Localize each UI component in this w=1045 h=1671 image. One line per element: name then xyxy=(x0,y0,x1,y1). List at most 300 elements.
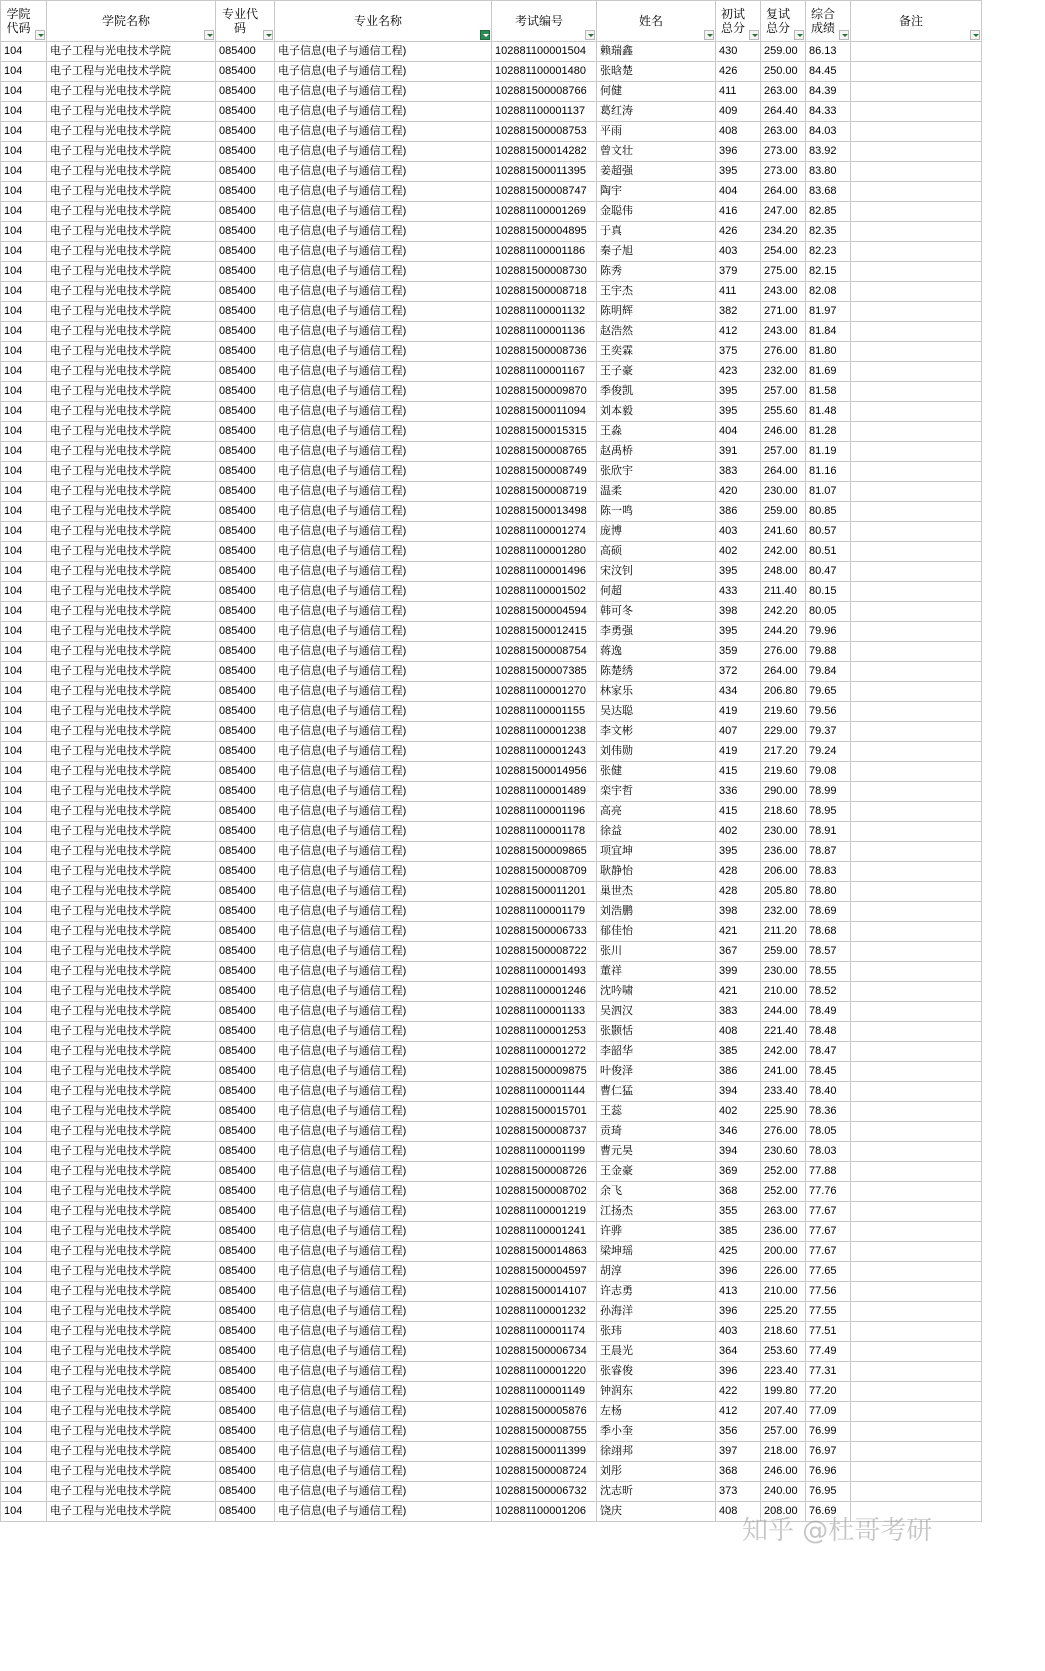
cell-college-name[interactable]: 电子工程与光电技术学院 xyxy=(47,1022,216,1042)
cell-major-code[interactable]: 085400 xyxy=(216,1422,275,1442)
cell-total-score[interactable]: 78.91 xyxy=(806,822,851,842)
cell-college-code[interactable]: 104 xyxy=(1,262,47,282)
cell-college-name[interactable]: 电子工程与光电技术学院 xyxy=(47,1502,216,1522)
cell-name[interactable]: 郁佳怡 xyxy=(597,922,716,942)
cell-remark[interactable] xyxy=(851,62,982,82)
cell-college-name[interactable]: 电子工程与光电技术学院 xyxy=(47,1242,216,1262)
cell-exam-id[interactable]: 102881100001493 xyxy=(492,962,597,982)
cell-initial-score[interactable]: 408 xyxy=(716,122,761,142)
cell-name[interactable]: 王淼 xyxy=(597,422,716,442)
cell-retest-score[interactable]: 254.00 xyxy=(761,242,806,262)
cell-remark[interactable] xyxy=(851,462,982,482)
cell-total-score[interactable]: 78.36 xyxy=(806,1102,851,1122)
cell-college-name[interactable]: 电子工程与光电技术学院 xyxy=(47,1082,216,1102)
cell-retest-score[interactable]: 263.00 xyxy=(761,82,806,102)
cell-remark[interactable] xyxy=(851,682,982,702)
cell-name[interactable]: 高亮 xyxy=(597,802,716,822)
cell-major-code[interactable]: 085400 xyxy=(216,562,275,582)
cell-exam-id[interactable]: 102881100001219 xyxy=(492,1202,597,1222)
cell-initial-score[interactable]: 396 xyxy=(716,1302,761,1322)
filter-dropdown-icon[interactable] xyxy=(704,30,714,40)
cell-major-code[interactable]: 085400 xyxy=(216,622,275,642)
cell-remark[interactable] xyxy=(851,762,982,782)
cell-college-code[interactable]: 104 xyxy=(1,802,47,822)
cell-major-code[interactable]: 085400 xyxy=(216,602,275,622)
cell-retest-score[interactable]: 218.60 xyxy=(761,802,806,822)
cell-remark[interactable] xyxy=(851,1422,982,1442)
cell-retest-score[interactable]: 210.00 xyxy=(761,1282,806,1302)
cell-college-code[interactable]: 104 xyxy=(1,1262,47,1282)
cell-major-code[interactable]: 085400 xyxy=(216,1182,275,1202)
cell-total-score[interactable]: 84.33 xyxy=(806,102,851,122)
cell-retest-score[interactable]: 259.00 xyxy=(761,42,806,62)
cell-college-name[interactable]: 电子工程与光电技术学院 xyxy=(47,42,216,62)
cell-initial-score[interactable]: 403 xyxy=(716,242,761,262)
cell-name[interactable]: 吴达聪 xyxy=(597,702,716,722)
cell-name[interactable]: 陈秀 xyxy=(597,262,716,282)
cell-exam-id[interactable]: 102881500008719 xyxy=(492,482,597,502)
cell-major-name[interactable]: 电子信息(电子与通信工程) xyxy=(275,302,492,322)
cell-name[interactable]: 梁坤瑶 xyxy=(597,1242,716,1262)
cell-college-code[interactable]: 104 xyxy=(1,442,47,462)
cell-total-score[interactable]: 77.67 xyxy=(806,1222,851,1242)
cell-remark[interactable] xyxy=(851,1262,982,1282)
cell-total-score[interactable]: 79.37 xyxy=(806,722,851,742)
cell-remark[interactable] xyxy=(851,1042,982,1062)
cell-exam-id[interactable]: 102881500008755 xyxy=(492,1422,597,1442)
cell-total-score[interactable]: 77.76 xyxy=(806,1182,851,1202)
cell-major-name[interactable]: 电子信息(电子与通信工程) xyxy=(275,1262,492,1282)
cell-college-name[interactable]: 电子工程与光电技术学院 xyxy=(47,362,216,382)
cell-exam-id[interactable]: 102881100001133 xyxy=(492,1002,597,1022)
cell-major-code[interactable]: 085400 xyxy=(216,962,275,982)
cell-major-name[interactable]: 电子信息(电子与通信工程) xyxy=(275,42,492,62)
cell-initial-score[interactable]: 402 xyxy=(716,1102,761,1122)
cell-major-code[interactable]: 085400 xyxy=(216,482,275,502)
cell-major-name[interactable]: 电子信息(电子与通信工程) xyxy=(275,1382,492,1402)
cell-major-name[interactable]: 电子信息(电子与通信工程) xyxy=(275,82,492,102)
cell-retest-score[interactable]: 230.60 xyxy=(761,1142,806,1162)
cell-major-name[interactable]: 电子信息(电子与通信工程) xyxy=(275,322,492,342)
cell-remark[interactable] xyxy=(851,102,982,122)
cell-major-name[interactable]: 电子信息(电子与通信工程) xyxy=(275,562,492,582)
cell-retest-score[interactable]: 276.00 xyxy=(761,1122,806,1142)
cell-initial-score[interactable]: 434 xyxy=(716,682,761,702)
cell-exam-id[interactable]: 102881500011201 xyxy=(492,882,597,902)
cell-total-score[interactable]: 78.48 xyxy=(806,1022,851,1042)
cell-major-name[interactable]: 电子信息(电子与通信工程) xyxy=(275,802,492,822)
cell-initial-score[interactable]: 397 xyxy=(716,1442,761,1462)
cell-major-code[interactable]: 085400 xyxy=(216,642,275,662)
cell-exam-id[interactable]: 102881500008766 xyxy=(492,82,597,102)
cell-major-name[interactable]: 电子信息(电子与通信工程) xyxy=(275,242,492,262)
cell-retest-score[interactable]: 247.00 xyxy=(761,202,806,222)
cell-major-name[interactable]: 电子信息(电子与通信工程) xyxy=(275,862,492,882)
cell-total-score[interactable]: 82.85 xyxy=(806,202,851,222)
cell-major-name[interactable]: 电子信息(电子与通信工程) xyxy=(275,1442,492,1462)
cell-name[interactable]: 叶俊泽 xyxy=(597,1062,716,1082)
cell-remark[interactable] xyxy=(851,1142,982,1162)
cell-college-code[interactable]: 104 xyxy=(1,742,47,762)
cell-major-name[interactable]: 电子信息(电子与通信工程) xyxy=(275,522,492,542)
cell-name[interactable]: 左杨 xyxy=(597,1402,716,1422)
cell-major-code[interactable]: 085400 xyxy=(216,322,275,342)
cell-initial-score[interactable]: 419 xyxy=(716,742,761,762)
cell-college-code[interactable]: 104 xyxy=(1,1082,47,1102)
cell-major-name[interactable]: 电子信息(电子与通信工程) xyxy=(275,702,492,722)
cell-name[interactable]: 何健 xyxy=(597,82,716,102)
cell-name[interactable]: 栾宇哲 xyxy=(597,782,716,802)
cell-total-score[interactable]: 81.69 xyxy=(806,362,851,382)
cell-college-code[interactable]: 104 xyxy=(1,1242,47,1262)
cell-major-name[interactable]: 电子信息(电子与通信工程) xyxy=(275,542,492,562)
cell-major-name[interactable]: 电子信息(电子与通信工程) xyxy=(275,1182,492,1202)
cell-college-name[interactable]: 电子工程与光电技术学院 xyxy=(47,682,216,702)
cell-major-name[interactable]: 电子信息(电子与通信工程) xyxy=(275,1122,492,1142)
cell-college-name[interactable]: 电子工程与光电技术学院 xyxy=(47,1122,216,1142)
cell-name[interactable]: 高硕 xyxy=(597,542,716,562)
cell-college-name[interactable]: 电子工程与光电技术学院 xyxy=(47,822,216,842)
cell-retest-score[interactable]: 250.00 xyxy=(761,62,806,82)
cell-college-name[interactable]: 电子工程与光电技术学院 xyxy=(47,242,216,262)
cell-major-code[interactable]: 085400 xyxy=(216,922,275,942)
cell-major-name[interactable]: 电子信息(电子与通信工程) xyxy=(275,122,492,142)
cell-initial-score[interactable]: 402 xyxy=(716,822,761,842)
cell-retest-score[interactable]: 264.00 xyxy=(761,462,806,482)
cell-major-name[interactable]: 电子信息(电子与通信工程) xyxy=(275,1302,492,1322)
cell-exam-id[interactable]: 102881500008747 xyxy=(492,182,597,202)
cell-total-score[interactable]: 81.19 xyxy=(806,442,851,462)
cell-college-name[interactable]: 电子工程与光电技术学院 xyxy=(47,1462,216,1482)
cell-initial-score[interactable]: 383 xyxy=(716,462,761,482)
cell-initial-score[interactable]: 402 xyxy=(716,542,761,562)
cell-initial-score[interactable]: 394 xyxy=(716,1142,761,1162)
cell-name[interactable]: 李韶华 xyxy=(597,1042,716,1062)
cell-college-code[interactable]: 104 xyxy=(1,762,47,782)
cell-major-code[interactable]: 085400 xyxy=(216,822,275,842)
cell-name[interactable]: 张欣宇 xyxy=(597,462,716,482)
cell-remark[interactable] xyxy=(851,82,982,102)
cell-retest-score[interactable]: 244.00 xyxy=(761,1002,806,1022)
cell-college-name[interactable]: 电子工程与光电技术学院 xyxy=(47,1042,216,1062)
cell-initial-score[interactable]: 369 xyxy=(716,1162,761,1182)
cell-retest-score[interactable]: 232.00 xyxy=(761,902,806,922)
cell-major-name[interactable]: 电子信息(电子与通信工程) xyxy=(275,762,492,782)
cell-college-code[interactable]: 104 xyxy=(1,342,47,362)
cell-remark[interactable] xyxy=(851,142,982,162)
cell-name[interactable]: 张颢恬 xyxy=(597,1022,716,1042)
cell-exam-id[interactable]: 102881500011395 xyxy=(492,162,597,182)
cell-total-score[interactable]: 79.88 xyxy=(806,642,851,662)
cell-college-name[interactable]: 电子工程与光电技术学院 xyxy=(47,402,216,422)
cell-retest-score[interactable]: 273.00 xyxy=(761,162,806,182)
cell-college-name[interactable]: 电子工程与光电技术学院 xyxy=(47,102,216,122)
cell-retest-score[interactable]: 200.00 xyxy=(761,1242,806,1262)
cell-remark[interactable] xyxy=(851,1242,982,1262)
cell-name[interactable]: 赵浩然 xyxy=(597,322,716,342)
cell-college-code[interactable]: 104 xyxy=(1,242,47,262)
cell-exam-id[interactable]: 102881100001167 xyxy=(492,362,597,382)
cell-name[interactable]: 张健 xyxy=(597,762,716,782)
cell-exam-id[interactable]: 102881500014863 xyxy=(492,1242,597,1262)
cell-name[interactable]: 季小奎 xyxy=(597,1422,716,1442)
cell-retest-score[interactable]: 263.00 xyxy=(761,122,806,142)
cell-name[interactable]: 巢世杰 xyxy=(597,882,716,902)
cell-retest-score[interactable]: 240.00 xyxy=(761,1482,806,1502)
cell-initial-score[interactable]: 336 xyxy=(716,782,761,802)
cell-college-name[interactable]: 电子工程与光电技术学院 xyxy=(47,1442,216,1462)
cell-name[interactable]: 李文彬 xyxy=(597,722,716,742)
cell-name[interactable]: 平雨 xyxy=(597,122,716,142)
cell-remark[interactable] xyxy=(851,542,982,562)
filter-dropdown-icon[interactable] xyxy=(480,30,490,40)
cell-name[interactable]: 曾文壮 xyxy=(597,142,716,162)
cell-name[interactable]: 赵禹桥 xyxy=(597,442,716,462)
cell-college-code[interactable]: 104 xyxy=(1,1062,47,1082)
cell-initial-score[interactable]: 408 xyxy=(716,1502,761,1522)
cell-remark[interactable] xyxy=(851,1222,982,1242)
cell-major-code[interactable]: 085400 xyxy=(216,262,275,282)
cell-total-score[interactable]: 76.99 xyxy=(806,1422,851,1442)
cell-name[interactable]: 陶宇 xyxy=(597,182,716,202)
cell-initial-score[interactable]: 408 xyxy=(716,1022,761,1042)
cell-college-code[interactable]: 104 xyxy=(1,822,47,842)
cell-name[interactable]: 沈吟啸 xyxy=(597,982,716,1002)
cell-major-name[interactable]: 电子信息(电子与通信工程) xyxy=(275,1222,492,1242)
cell-initial-score[interactable]: 404 xyxy=(716,182,761,202)
cell-name[interactable]: 饶庆 xyxy=(597,1502,716,1522)
cell-initial-score[interactable]: 419 xyxy=(716,702,761,722)
cell-initial-score[interactable]: 420 xyxy=(716,482,761,502)
cell-exam-id[interactable]: 102881500014282 xyxy=(492,142,597,162)
cell-college-name[interactable]: 电子工程与光电技术学院 xyxy=(47,1322,216,1342)
cell-college-code[interactable]: 104 xyxy=(1,682,47,702)
cell-retest-score[interactable]: 234.20 xyxy=(761,222,806,242)
cell-remark[interactable] xyxy=(851,602,982,622)
cell-exam-id[interactable]: 102881100001504 xyxy=(492,42,597,62)
cell-retest-score[interactable]: 236.00 xyxy=(761,842,806,862)
cell-college-name[interactable]: 电子工程与光电技术学院 xyxy=(47,1202,216,1222)
cell-initial-score[interactable]: 433 xyxy=(716,582,761,602)
cell-college-name[interactable]: 电子工程与光电技术学院 xyxy=(47,782,216,802)
cell-retest-score[interactable]: 242.20 xyxy=(761,602,806,622)
cell-college-code[interactable]: 104 xyxy=(1,602,47,622)
cell-college-code[interactable]: 104 xyxy=(1,1042,47,1062)
cell-initial-score[interactable]: 394 xyxy=(716,1082,761,1102)
cell-remark[interactable] xyxy=(851,242,982,262)
cell-college-name[interactable]: 电子工程与光电技术学院 xyxy=(47,1282,216,1302)
cell-exam-id[interactable]: 102881500008737 xyxy=(492,1122,597,1142)
cell-initial-score[interactable]: 395 xyxy=(716,622,761,642)
cell-retest-score[interactable]: 226.00 xyxy=(761,1262,806,1282)
cell-exam-id[interactable]: 102881500013498 xyxy=(492,502,597,522)
cell-major-code[interactable]: 085400 xyxy=(216,102,275,122)
cell-initial-score[interactable]: 385 xyxy=(716,1042,761,1062)
cell-total-score[interactable]: 77.55 xyxy=(806,1302,851,1322)
cell-major-name[interactable]: 电子信息(电子与通信工程) xyxy=(275,402,492,422)
cell-remark[interactable] xyxy=(851,1462,982,1482)
cell-college-name[interactable]: 电子工程与光电技术学院 xyxy=(47,742,216,762)
cell-remark[interactable] xyxy=(851,862,982,882)
cell-exam-id[interactable]: 102881500009870 xyxy=(492,382,597,402)
cell-name[interactable]: 贡琦 xyxy=(597,1122,716,1142)
cell-major-code[interactable]: 085400 xyxy=(216,1202,275,1222)
cell-initial-score[interactable]: 415 xyxy=(716,802,761,822)
cell-name[interactable]: 温柔 xyxy=(597,482,716,502)
cell-college-name[interactable]: 电子工程与光电技术学院 xyxy=(47,902,216,922)
cell-major-code[interactable]: 085400 xyxy=(216,1502,275,1522)
cell-total-score[interactable]: 82.08 xyxy=(806,282,851,302)
cell-major-code[interactable]: 085400 xyxy=(216,1362,275,1382)
cell-major-name[interactable]: 电子信息(电子与通信工程) xyxy=(275,362,492,382)
cell-remark[interactable] xyxy=(851,1062,982,1082)
cell-major-name[interactable]: 电子信息(电子与通信工程) xyxy=(275,142,492,162)
cell-total-score[interactable]: 82.23 xyxy=(806,242,851,262)
cell-retest-score[interactable]: 242.00 xyxy=(761,1042,806,1062)
cell-name[interactable]: 于真 xyxy=(597,222,716,242)
cell-initial-score[interactable]: 364 xyxy=(716,1342,761,1362)
cell-retest-score[interactable]: 221.40 xyxy=(761,1022,806,1042)
cell-exam-id[interactable]: 102881100001502 xyxy=(492,582,597,602)
cell-retest-score[interactable]: 206.00 xyxy=(761,862,806,882)
cell-major-name[interactable]: 电子信息(电子与通信工程) xyxy=(275,1362,492,1382)
cell-college-name[interactable]: 电子工程与光电技术学院 xyxy=(47,562,216,582)
cell-major-name[interactable]: 电子信息(电子与通信工程) xyxy=(275,682,492,702)
cell-college-code[interactable]: 104 xyxy=(1,1002,47,1022)
cell-retest-score[interactable]: 276.00 xyxy=(761,342,806,362)
cell-total-score[interactable]: 78.45 xyxy=(806,1062,851,1082)
cell-name[interactable]: 张晗楚 xyxy=(597,62,716,82)
cell-major-code[interactable]: 085400 xyxy=(216,422,275,442)
cell-initial-score[interactable]: 411 xyxy=(716,282,761,302)
cell-major-name[interactable]: 电子信息(电子与通信工程) xyxy=(275,582,492,602)
cell-total-score[interactable]: 81.28 xyxy=(806,422,851,442)
cell-retest-score[interactable]: 264.00 xyxy=(761,662,806,682)
cell-exam-id[interactable]: 102881100001199 xyxy=(492,1142,597,1162)
cell-total-score[interactable]: 78.05 xyxy=(806,1122,851,1142)
cell-college-code[interactable]: 104 xyxy=(1,182,47,202)
cell-name[interactable]: 曹元昊 xyxy=(597,1142,716,1162)
cell-major-code[interactable]: 085400 xyxy=(216,1022,275,1042)
cell-remark[interactable] xyxy=(851,442,982,462)
cell-total-score[interactable]: 83.92 xyxy=(806,142,851,162)
cell-major-code[interactable]: 085400 xyxy=(216,1122,275,1142)
cell-college-name[interactable]: 电子工程与光电技术学院 xyxy=(47,602,216,622)
cell-total-score[interactable]: 84.45 xyxy=(806,62,851,82)
cell-remark[interactable] xyxy=(851,642,982,662)
cell-remark[interactable] xyxy=(851,1302,982,1322)
cell-major-code[interactable]: 085400 xyxy=(216,762,275,782)
cell-initial-score[interactable]: 395 xyxy=(716,562,761,582)
cell-retest-score[interactable]: 210.00 xyxy=(761,982,806,1002)
cell-college-code[interactable]: 104 xyxy=(1,962,47,982)
cell-retest-score[interactable]: 225.20 xyxy=(761,1302,806,1322)
cell-initial-score[interactable]: 396 xyxy=(716,1262,761,1282)
cell-retest-score[interactable]: 217.20 xyxy=(761,742,806,762)
cell-college-code[interactable]: 104 xyxy=(1,1122,47,1142)
cell-initial-score[interactable]: 382 xyxy=(716,302,761,322)
cell-name[interactable]: 陈明辉 xyxy=(597,302,716,322)
cell-major-code[interactable]: 085400 xyxy=(216,62,275,82)
cell-college-code[interactable]: 104 xyxy=(1,1422,47,1442)
cell-name[interactable]: 张玮 xyxy=(597,1322,716,1342)
cell-exam-id[interactable]: 102881100001272 xyxy=(492,1042,597,1062)
cell-college-code[interactable]: 104 xyxy=(1,1222,47,1242)
cell-initial-score[interactable]: 422 xyxy=(716,1382,761,1402)
cell-exam-id[interactable]: 102881100001238 xyxy=(492,722,597,742)
cell-total-score[interactable]: 80.47 xyxy=(806,562,851,582)
cell-college-code[interactable]: 104 xyxy=(1,162,47,182)
cell-college-code[interactable]: 104 xyxy=(1,202,47,222)
cell-college-name[interactable]: 电子工程与光电技术学院 xyxy=(47,722,216,742)
cell-retest-score[interactable]: 233.40 xyxy=(761,1082,806,1102)
cell-total-score[interactable]: 81.97 xyxy=(806,302,851,322)
cell-college-code[interactable]: 104 xyxy=(1,322,47,342)
cell-major-code[interactable]: 085400 xyxy=(216,202,275,222)
cell-college-name[interactable]: 电子工程与光电技术学院 xyxy=(47,982,216,1002)
cell-college-name[interactable]: 电子工程与光电技术学院 xyxy=(47,82,216,102)
cell-major-code[interactable]: 085400 xyxy=(216,1162,275,1182)
cell-total-score[interactable]: 78.80 xyxy=(806,882,851,902)
cell-exam-id[interactable]: 102881100001186 xyxy=(492,242,597,262)
cell-major-code[interactable]: 085400 xyxy=(216,302,275,322)
cell-remark[interactable] xyxy=(851,1342,982,1362)
cell-exam-id[interactable]: 102881500008726 xyxy=(492,1162,597,1182)
cell-major-name[interactable]: 电子信息(电子与通信工程) xyxy=(275,162,492,182)
cell-retest-score[interactable]: 199.80 xyxy=(761,1382,806,1402)
cell-major-code[interactable]: 085400 xyxy=(216,882,275,902)
cell-name[interactable]: 秦子旭 xyxy=(597,242,716,262)
cell-total-score[interactable]: 80.85 xyxy=(806,502,851,522)
cell-total-score[interactable]: 78.03 xyxy=(806,1142,851,1162)
cell-remark[interactable] xyxy=(851,202,982,222)
cell-exam-id[interactable]: 102881500009875 xyxy=(492,1062,597,1082)
cell-college-code[interactable]: 104 xyxy=(1,1202,47,1222)
cell-total-score[interactable]: 79.84 xyxy=(806,662,851,682)
cell-remark[interactable] xyxy=(851,1282,982,1302)
cell-exam-id[interactable]: 102881500015315 xyxy=(492,422,597,442)
cell-college-code[interactable]: 104 xyxy=(1,702,47,722)
cell-remark[interactable] xyxy=(851,842,982,862)
cell-major-name[interactable]: 电子信息(电子与通信工程) xyxy=(275,1282,492,1302)
cell-major-code[interactable]: 085400 xyxy=(216,1402,275,1422)
cell-college-code[interactable]: 104 xyxy=(1,1102,47,1122)
cell-college-name[interactable]: 电子工程与光电技术学院 xyxy=(47,622,216,642)
cell-retest-score[interactable]: 273.00 xyxy=(761,142,806,162)
cell-major-code[interactable]: 085400 xyxy=(216,982,275,1002)
cell-remark[interactable] xyxy=(851,1202,982,1222)
cell-exam-id[interactable]: 102881500008753 xyxy=(492,122,597,142)
cell-college-code[interactable]: 104 xyxy=(1,1182,47,1202)
cell-major-code[interactable]: 085400 xyxy=(216,1142,275,1162)
cell-exam-id[interactable]: 102881100001155 xyxy=(492,702,597,722)
cell-initial-score[interactable]: 346 xyxy=(716,1122,761,1142)
cell-initial-score[interactable]: 372 xyxy=(716,662,761,682)
cell-remark[interactable] xyxy=(851,1102,982,1122)
cell-college-code[interactable]: 104 xyxy=(1,562,47,582)
cell-major-code[interactable]: 085400 xyxy=(216,242,275,262)
cell-remark[interactable] xyxy=(851,1362,982,1382)
cell-total-score[interactable]: 81.84 xyxy=(806,322,851,342)
cell-initial-score[interactable]: 355 xyxy=(716,1202,761,1222)
cell-exam-id[interactable]: 102881100001269 xyxy=(492,202,597,222)
cell-major-code[interactable]: 085400 xyxy=(216,582,275,602)
cell-total-score[interactable]: 78.40 xyxy=(806,1082,851,1102)
cell-remark[interactable] xyxy=(851,482,982,502)
cell-name[interactable]: 刘本毅 xyxy=(597,402,716,422)
cell-major-name[interactable]: 电子信息(电子与通信工程) xyxy=(275,1002,492,1022)
cell-major-code[interactable]: 085400 xyxy=(216,122,275,142)
